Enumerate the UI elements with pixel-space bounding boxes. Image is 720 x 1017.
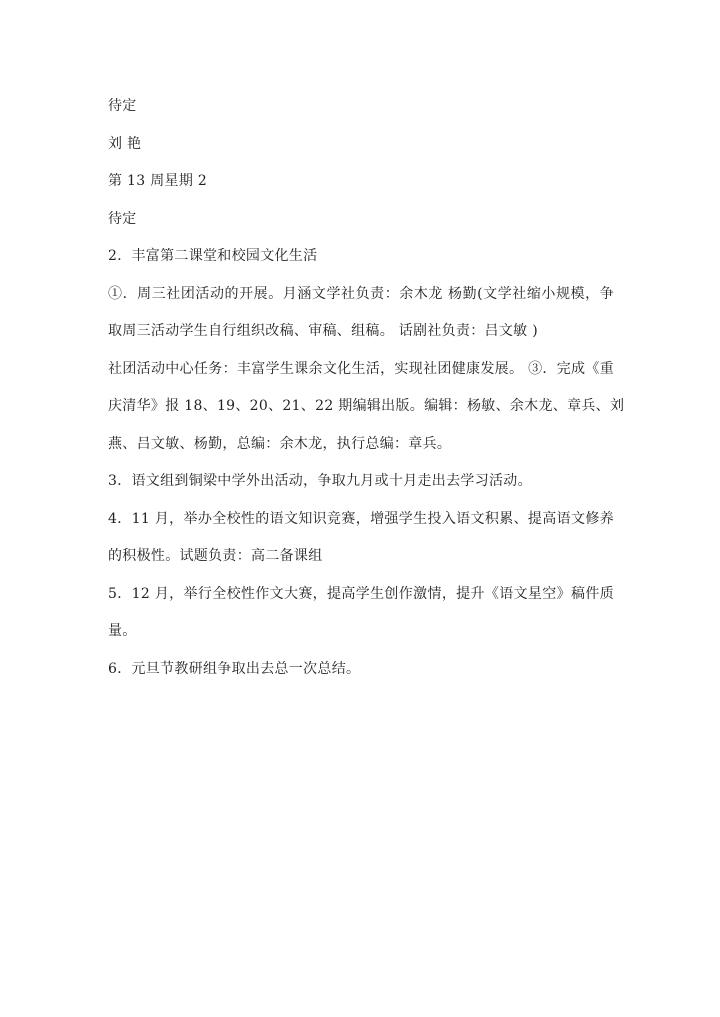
paragraph-status-2 bbox=[108, 209, 614, 247]
text-line: 4．11 月，举办全校性的语文知识竞赛，增强学生投入语文积累、提高语文修养 bbox=[108, 510, 614, 527]
text-line: 取周三活动学生自行组织改稿、审稿、组稿。 话剧社负责：吕文敏 ) bbox=[108, 323, 538, 339]
text-line: 2．丰富第二课堂和校园文化生活 bbox=[108, 248, 318, 264]
paragraph-item-6 bbox=[108, 659, 614, 697]
paragraph-schedule bbox=[108, 171, 614, 209]
text-line: 第 13 周星期 2 bbox=[108, 173, 208, 189]
text-line: 待定 bbox=[108, 210, 137, 227]
paragraph-club-activities bbox=[108, 284, 614, 359]
paragraph-status-1 bbox=[108, 96, 614, 134]
text-line: 的积极性。试题负责：高二备课组 bbox=[108, 548, 323, 564]
paragraph-item-3 bbox=[108, 471, 614, 509]
paragraph-club-center-task bbox=[108, 359, 625, 472]
text-line: 3．语文组到铜梁中学外出活动，争取九月或十月走出去学习活动。 bbox=[108, 473, 532, 489]
text-line: 待定 bbox=[108, 98, 137, 114]
paragraph-item-5 bbox=[108, 584, 614, 659]
text-line: 量。 bbox=[108, 623, 137, 639]
text-line: 6．元旦节教研组争取出去总一次总结。 bbox=[108, 660, 361, 677]
document-body bbox=[108, 96, 625, 696]
text-line: 庆清华》报 18、19、20、21、22 期编辑出版。编辑：杨敏、余木龙、章兵、刘 bbox=[108, 398, 625, 414]
text-line: ①．周三社团活动的开展。月涵文学社负责：余木龙 杨勤(文学社缩小规模，争 bbox=[108, 285, 614, 302]
text-line: 社团活动中心任务：丰富学生课余文化生活，实现社团健康发展。 ③．完成《重 bbox=[108, 360, 614, 377]
text-line: 刘 艳 bbox=[108, 135, 142, 152]
paragraph-item-2-heading bbox=[108, 246, 614, 284]
text-line: 燕、吕文敏、杨勤，总编：余木龙，执行总编：章兵。 bbox=[108, 435, 452, 452]
paragraph-item-4 bbox=[108, 509, 614, 584]
paragraph-person bbox=[108, 134, 614, 172]
text-line: 5．12 月，举行全校性作文大赛，提高学生创作激情，提升《语文星空》稿件质 bbox=[108, 585, 614, 602]
